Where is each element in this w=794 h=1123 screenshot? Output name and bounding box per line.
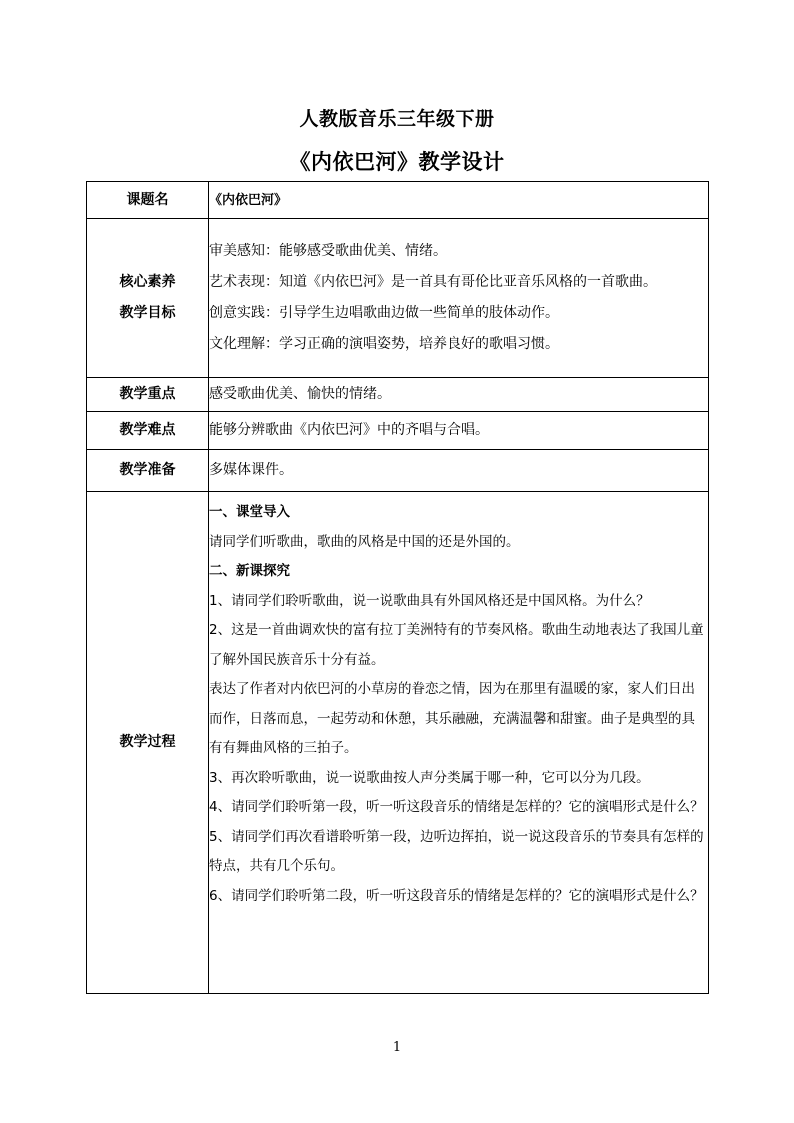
- lesson-plan-table: [86, 181, 709, 994]
- document-title: 人教版音乐三年级下册: [299, 108, 495, 130]
- key-points-label: 教学重点: [87, 378, 209, 412]
- topic-value-text: 《内依巴河》: [209, 192, 288, 208]
- table-row-key-points: [87, 378, 709, 412]
- goal-artistic: 艺术表现：知道《内依巴河》是一首具有哥伦比亚音乐风格的一首歌曲。: [209, 274, 657, 290]
- document-subtitle: 《内依巴河》教学设计: [289, 150, 505, 174]
- process-item: 3、再次聆听歌曲，说一说歌曲按人声分类属于哪一种，它可以分为几段。: [209, 769, 650, 786]
- key-points-value: 感受歌曲优美、愉快的情绪。: [209, 378, 709, 412]
- preparation-label: 教学准备: [87, 450, 209, 492]
- goal-cultural: 文化理解：学习正确的演唱姿势，培养良好的歌唱习惯。: [209, 336, 559, 352]
- goals-label-line1: 核心素养: [119, 274, 176, 290]
- preparation-value: 多媒体课件。: [209, 450, 709, 492]
- topic-label: 课题名: [87, 182, 209, 219]
- goals-label: [87, 219, 209, 378]
- table-row-topic: [87, 182, 709, 219]
- process-label: 教学过程: [87, 492, 209, 994]
- goal-creative: 创意实践：引导学生边唱歌曲边做一些简单的肢体动作。: [209, 305, 559, 321]
- table-row-goals: [87, 219, 709, 378]
- difficulties-value: 能够分辨歌曲《内依巴河》中的齐唱与合唱。: [209, 412, 709, 450]
- table-row-process: [87, 492, 709, 994]
- process-item: 4、请同学们聆听第一段，听一听这段音乐的情绪是怎样的？它的演唱形式是什么？: [209, 799, 704, 815]
- difficulties-label: 教学难点: [87, 412, 209, 450]
- process-item: 表达了作者对内依巴河的小草房的眷恋之情，因为在那里有温暖的家，家人们日出而作，日落而息，一起劳动和休憩，其乐融融，充满温馨和甜蜜。曲子是典型的具有有舞曲风格的三拍子。: [209, 681, 695, 756]
- section-intro-heading: 一、课堂导入: [209, 504, 290, 520]
- section-intro-text: 请同学们听歌曲，歌曲的风格是中国的还是外国的。: [209, 533, 520, 550]
- table-row-preparation: [87, 450, 709, 492]
- process-item: 6、请同学们聆听第二段，听一听这段音乐的情绪是怎样的？它的演唱形式是什么？: [209, 887, 704, 904]
- process-content: [209, 492, 709, 994]
- goals-content: [209, 219, 709, 378]
- page-number: 1: [392, 1040, 402, 1055]
- process-item: 1、请同学们聆听歌曲，说一说歌曲具有外国风格还是中国风格。为什么？: [209, 592, 650, 609]
- goals-label-line2: 教学目标: [119, 305, 176, 321]
- process-item: 2、这是一首曲调欢快的富有拉丁美洲特有的节奏风格。歌曲生动地表达了我国儿童了解外国民族音乐十分有益。: [209, 622, 704, 668]
- process-item: 5、请同学们再次看谱聆听第一段，边听边挥拍，说一说这段音乐的节奏具有怎样的特点，共有几个乐句。: [209, 828, 704, 874]
- section-explore-heading: 二、新课探究: [209, 563, 290, 579]
- goal-aesthetic: 审美感知：能够感受歌曲优美、情绪。: [209, 243, 447, 259]
- table-row-difficulties: [87, 412, 709, 450]
- topic-value: [209, 182, 709, 219]
